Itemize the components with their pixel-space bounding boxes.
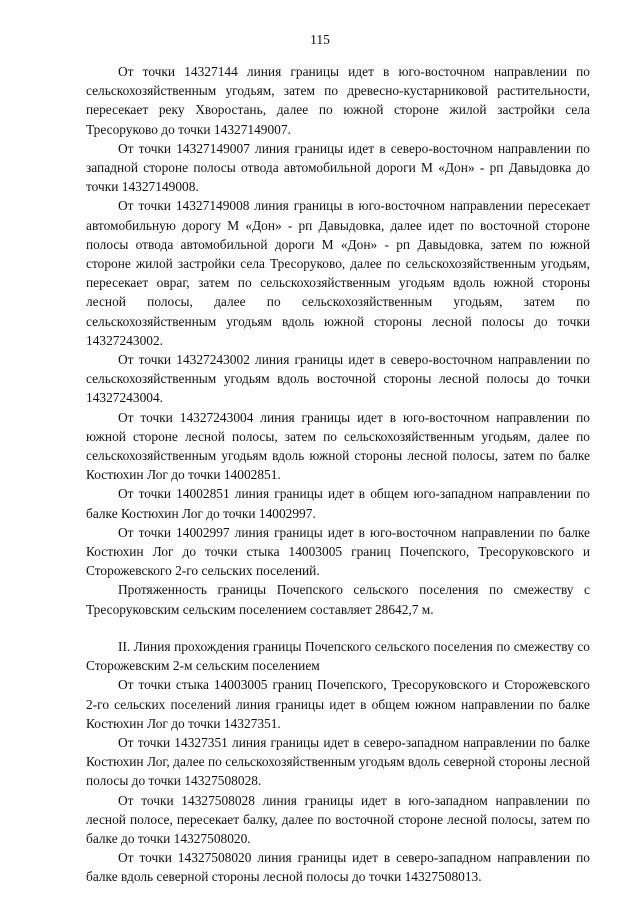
paragraph: От точки 14327149008 линия границы в юго-восточном направлении пересекает автомобильную дорогу М «Дон» - рп Давыдовка, далее идет по восточной стороне полосы отвода автомобильной дороги М «Дон» - рп Давыдовка, затем по южной стороне жилой застройки села Тресоруково, далее по сельскохозяйственным угодьям, пересекает овраг, затем по сельскохозяйственным угодьям вдоль южной стороны лесной полосы, далее по сельскохозяйственным угодьям, затем по сельскохозяйственным угодьям вдоль южной стороны лесной полосы до точки 14327243002. xyxy=(86,198,590,348)
paragraph: От точки 14327149007 линия границы идет в северо-восточном направлении по западной стороне полосы отвода автомобильной дороги М «Дон» - рп Давыдовка до точки 14327149008. xyxy=(86,140,590,195)
paragraph: От точки стыка 14003005 границ Почепского, Тресоруковского и Сторожевского 2-го сельских поселений линия границы идет в общем южном направлении по балке Костюхин Лог до точки 14327351. xyxy=(86,677,590,731)
paragraph: От точки 14002997 линия границы идет в юго-восточном направлении по балке Костюхин Лог до точки стыка 14003005 границ Почепского, Тресоруковского и Сторожевского 2-го сельских поселений. xyxy=(86,524,590,579)
paragraph: Протяженность границы Почепского сельского поселения по смежеству с Тресоруковским сельским поселением составляет 28642,7 м. xyxy=(86,582,590,617)
paragraph: От точки 14327243004 линия границы идет в юго-восточном направлении по южной стороне лесной полосы, затем по сельскохозяйственным угодьям, далее по сельскохозяйственным угодьям вдоль южной стороны лесной полосы, затем по балке Костюхин Лог до точки 14002851. xyxy=(86,409,590,483)
page-number: 115 xyxy=(310,32,330,47)
paragraph: От точки 14327508020 линия границы идет в северо-западном направлении по балке вдоль северной стороны лесной полосы до точки 14327508013. xyxy=(86,850,590,885)
paragraph: От точки 14327351 линия границы идет в северо-западном направлении по балке Костюхин Лог, далее по сельскохозяйственным угодьям вдоль северной стороны лесной полосы до точки 14327508028. xyxy=(86,734,590,789)
document-body xyxy=(86,62,590,887)
paragraph: От точки 14002851 линия границы идет в общем юго-западном направлении по балке Костюхин Лог до точки 14002997. xyxy=(86,486,590,521)
paragraph: От точки 14327508028 линия границы идет в юго-западном направлении по лесной полосе, пересекает балку, далее по восточной стороне лесной полосы, затем по балке до точки 14327508020. xyxy=(86,792,590,846)
section-heading: II. Линия прохождения границы Почепского сельского поселения по смежеству со Сторожевским 2-м сельским поселением xyxy=(86,638,590,674)
paragraph: От точки 14327144 линия границы идет в юго-восточном направлении по сельскохозяйственным угодьям, затем по древесно-кустарниковой растительности, пересекает реку Хворостань, далее по южной стороне жилой застройки села Тресоруково до точки 14327149007. xyxy=(86,64,590,137)
paragraph: От точки 14327243002 линия границы идет в северо-восточном направлении по сельскохозяйственным угодьям вдоль восточной стороны лесной полосы до точки 14327243004. xyxy=(86,352,590,406)
